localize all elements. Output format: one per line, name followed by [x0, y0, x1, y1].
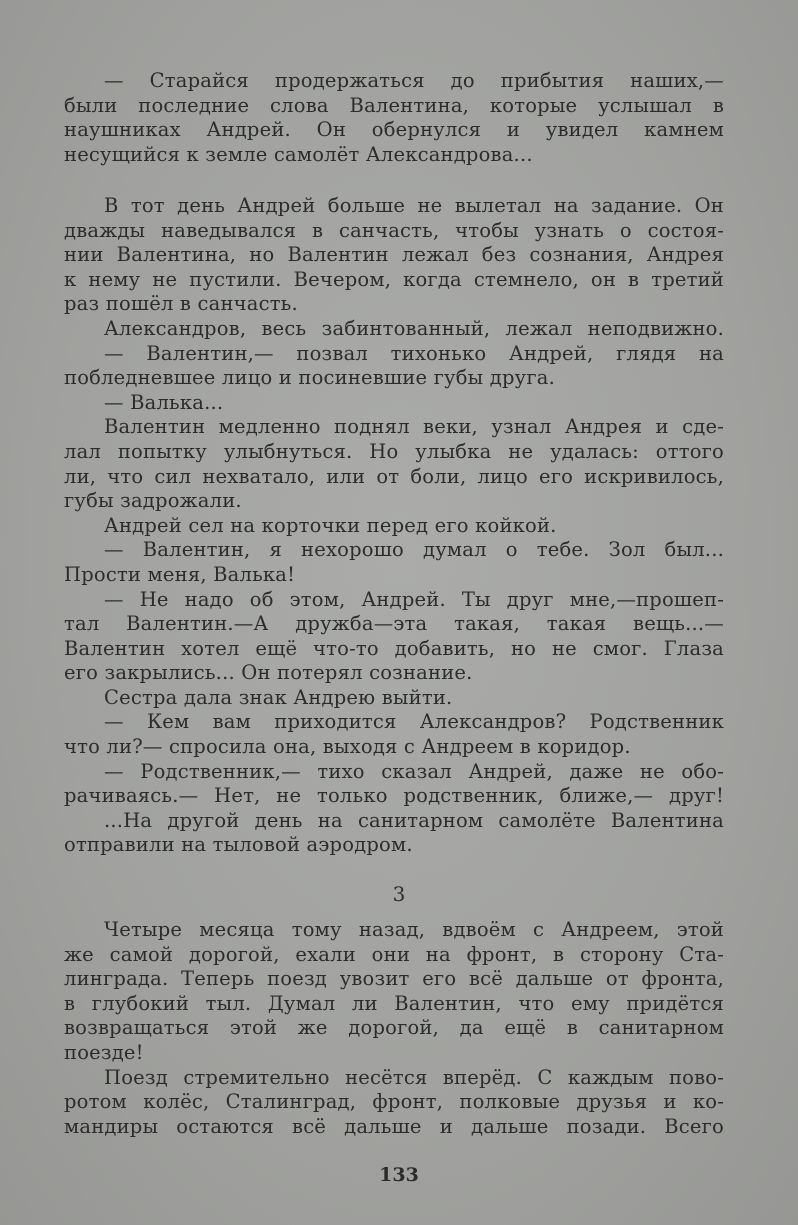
text-line: Валентин хотел ещё что-то добавить, но не смог. Глаза	[64, 636, 724, 660]
text-line: В тот день Андрей больше не вылетал на задание. Он	[104, 194, 724, 217]
text-line: — Валька...	[104, 390, 224, 414]
text-line: раз пошёл в санчасть.	[64, 292, 298, 316]
text-line: побледневшее лицо и посиневшие губы друга.	[64, 366, 555, 390]
text-line: Валентин медленно поднял веки, узнал Андрея и сде-	[104, 415, 724, 439]
text-line: линграда. Теперь поезд увозит его всё дальше от фронта,	[64, 967, 724, 991]
text-line: поезде!	[64, 1040, 144, 1064]
text-line: лал попытку улыбнуться. Но улыбка не удалась: оттого	[64, 439, 724, 463]
paragraph-train-journey	[64, 918, 724, 1139]
text-line: ли, что сил нехватало, или от боли, лицо его искривилось,	[64, 464, 724, 488]
text-line: Александров, весь забинтованный, лежал неподвижно.	[104, 316, 724, 340]
text-line: Сестра дала знак Андрею выйти.	[104, 685, 453, 709]
text-line: возвращаться этой же дорогой, да ещё в санитарном	[64, 1016, 724, 1040]
text-line: что ли?— спросила она, выходя с Андреем в коридор.	[64, 735, 631, 759]
text-line: — Не надо об этом, Андрей. Ты друг мне,—прошеп-	[104, 587, 724, 611]
page-number: 133	[379, 1164, 419, 1186]
text-line: Четыре месяца тому назад, вдвоём с Андреем, этой	[104, 918, 724, 941]
text-line: ...На другой день на санитарном самолёте Валентина	[104, 808, 724, 832]
text-line: в глубокий тыл. Думал ли Валентин, что ему придётся	[64, 991, 724, 1015]
text-line: — Валентин, я нехорошо думал о тебе. Зол был...	[104, 538, 724, 562]
text-line: — Родственник,— тихо сказал Андрей, даже не обо-	[104, 759, 724, 783]
text-line: мандиры остаются всё дальше и дальше позади. Всего	[64, 1114, 724, 1138]
text-line: были последние слова Валентина, которые услышал в	[64, 93, 724, 117]
text-line: его закрылись... Он потерял сознание.	[64, 661, 473, 685]
text-line: Поезд стремительно несётся вперёд. С каждым пово-	[104, 1065, 724, 1089]
text-line: рачиваясь.— Нет, не только родственник, ближе,— друг!	[64, 784, 724, 808]
paragraph-radio-message	[64, 69, 724, 167]
section-number: 3	[392, 882, 406, 906]
text-line: к нему не пустили. Вечером, когда стемнело, он в третий	[64, 267, 724, 291]
text-line: Прости меня, Валька!	[64, 562, 296, 586]
text-line: — Валентин,— позвал тихонько Андрей, глядя на	[104, 341, 724, 365]
text-line: дважды наведывался в санчасть, чтобы узнать о состоя-	[64, 218, 724, 242]
text-line: отправили на тыловой аэродром.	[64, 833, 413, 857]
paragraph-infirmary-scene	[64, 194, 724, 858]
text-line: губы задрожали.	[64, 489, 242, 513]
text-line: тал Валентин.—А дружба—эта такая, такая вещь...—	[64, 612, 724, 636]
text-line: наушниках Андрей. Он обернулся и увидел камнем	[64, 118, 724, 142]
text-line: — Кем вам приходится Александров? Родственник	[104, 710, 724, 734]
text-line: — Старайся продержаться до прибытия наших,—	[104, 69, 724, 92]
text-line: Андрей сел на корточки перед его койкой.	[104, 513, 557, 537]
text-line: нии Валентина, но Валентин лежал без сознания, Андрея	[64, 243, 724, 267]
text-line: же самой дорогой, ехали они на фронт, в сторону Ста-	[64, 942, 724, 966]
text-line: несущийся к земле самолёт Александрова...	[64, 142, 533, 166]
text-line: ротом колёс, Сталинград, фронт, полковые друзья и ко-	[64, 1090, 724, 1114]
